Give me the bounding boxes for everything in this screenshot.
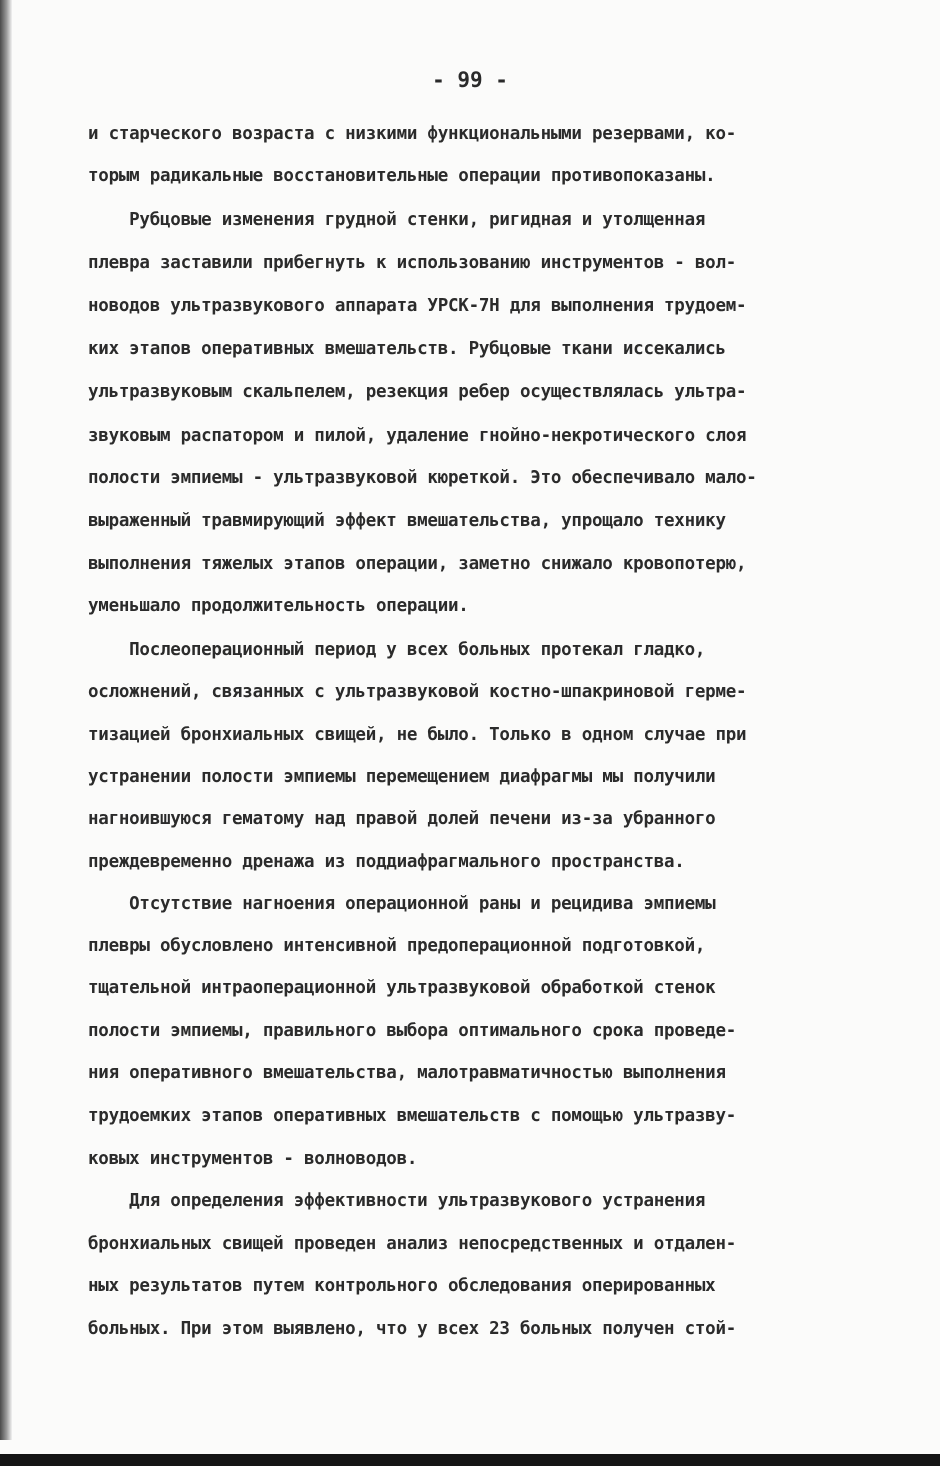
text-line: устранении полости эмпиемы перемещением диафрагмы мы получили <box>88 767 716 787</box>
text-line: Для определения эффективности ультразвукового устранения <box>88 1191 706 1211</box>
text-line: осложнений, связанных с ультразвуковой костно-шпакриновой герме- <box>88 682 747 702</box>
text-line: нагноившуюся гематому над правой долей печени из-за убранного <box>88 809 716 829</box>
text-line: и старческого возраста с низкими функциональными резервами, ко- <box>88 124 737 144</box>
text-line: новодов ультразвукового аппарата УРСК-7Н для выполнения трудоем- <box>88 296 747 316</box>
text-line: тизацией бронхиальных свищей, не было. Только в одном случае при <box>88 725 747 745</box>
text-line: выполнения тяжелых этапов операции, заметно снижало кровопотерю, <box>88 554 747 574</box>
text-line: преждевременно дренажа из поддиафрагмального пространства. <box>88 852 685 872</box>
text-line: ных результатов путем контрольного обследования оперированных <box>88 1276 716 1296</box>
text-line: выраженный травмирующий эффект вмешательства, упрощало технику <box>88 511 726 531</box>
text-line: ких этапов оперативных вмешательств. Рубцовые ткани иссекались <box>88 339 726 359</box>
text-line: бронхиальных свищей проведен анализ непосредственных и отдален- <box>88 1234 737 1254</box>
text-line: звуковым распатором и пилой, удаление гнойно-некротического слоя <box>88 426 747 446</box>
text-line: Рубцовые изменения грудной стенки, ригидная и утолщенная <box>88 210 706 230</box>
text-line: больных. При этом выявлено, что у всех 23 больных получен стой- <box>88 1319 737 1339</box>
text-line: ковых инструментов - волноводов. <box>88 1149 418 1169</box>
text-line: уменьшало продолжительность операции. <box>88 596 469 616</box>
text-line: плевры обусловлено интенсивной предоперационной подготовкой, <box>88 936 706 956</box>
scan-bottom-edge <box>0 1454 940 1466</box>
text-line: торым радикальные восстановительные операции противопоказаны. <box>88 166 716 186</box>
text-line: полости эмпиемы, правильного выбора оптимального срока проведе- <box>88 1021 737 1041</box>
scan-left-edge <box>0 0 12 1440</box>
text-line: ультразвуковым скальпелем, резекция ребер осуществлялась ультра- <box>88 382 747 402</box>
text-line: Отсутствие нагноения операционной раны и рецидива эмпиемы <box>88 894 716 914</box>
text-line: тщательной интраоперационной ультразвуковой обработкой стенок <box>88 978 716 998</box>
page-number: - 99 - <box>432 68 508 92</box>
text-line: полости эмпиемы - ультразвуковой кюреткой. Это обеспечивало мало- <box>88 468 757 488</box>
text-line: Послеоперационный период у всех больных протекал гладко, <box>88 640 706 660</box>
text-line: трудоемких этапов оперативных вмешательств с помощью ультразву- <box>88 1106 737 1126</box>
text-line: плевра заставили прибегнуть к использованию инструментов - вол- <box>88 253 737 273</box>
text-line: ния оперативного вмешательства, малотравматичностью выполнения <box>88 1063 726 1083</box>
